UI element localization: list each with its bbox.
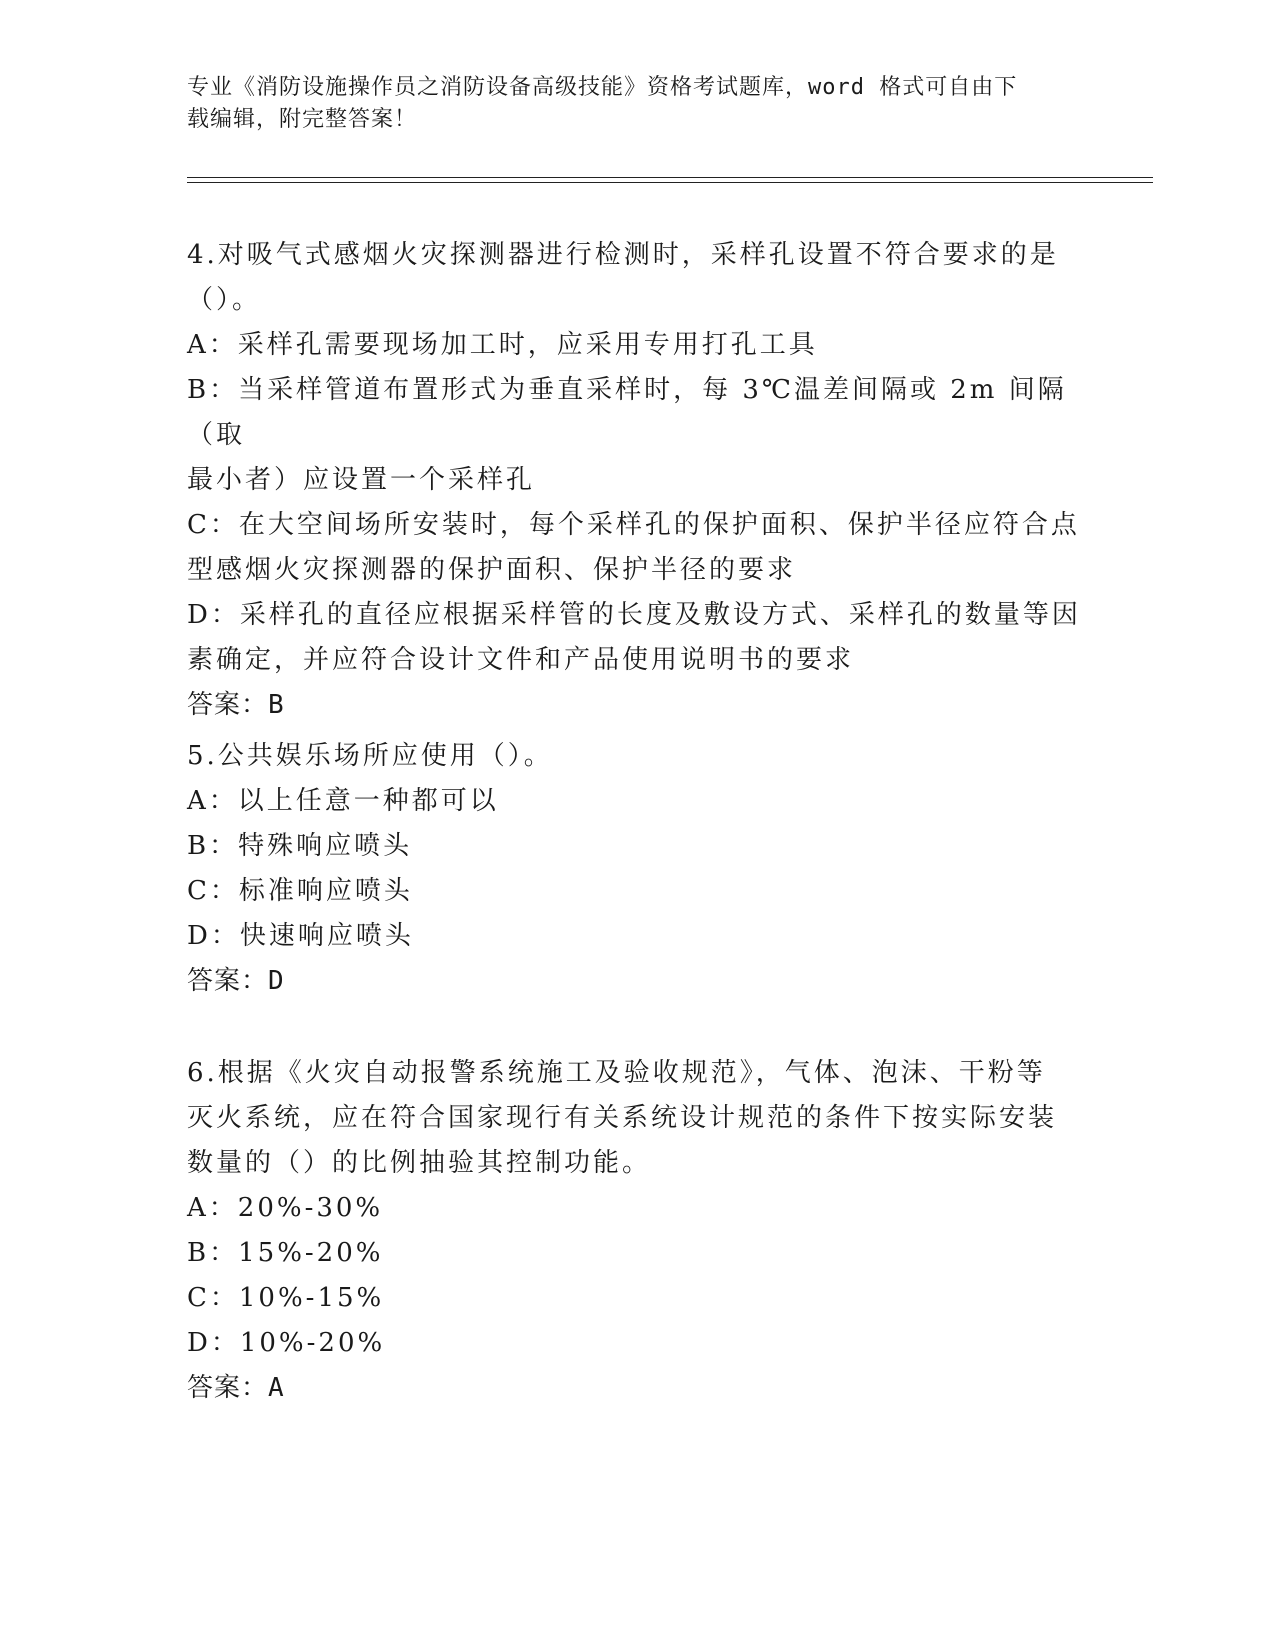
question-stem-line: 6.根据《火灾自动报警系统施工及验收规范》，气体、泡沫、干粉等 xyxy=(187,1058,1046,1088)
option-d-cont: 素确定，并应符合设计文件和产品使用说明书的要求 xyxy=(187,645,855,675)
option-b: B：15%-20% xyxy=(187,1238,384,1268)
option-c: C：标准响应喷头 xyxy=(187,876,413,906)
option-c: C：10%-15% xyxy=(187,1283,385,1313)
header-line-1: 专业《消防设施操作员之消防设备高级技能》资格考试题库，word 格式可自由下 xyxy=(187,75,1018,100)
option-d: D：快速响应喷头 xyxy=(187,921,414,951)
question-stem-line: 灭火系统，应在符合国家现行有关系统设计规范的条件下按实际安装 xyxy=(187,1103,1058,1133)
question-stem-line: （）。 xyxy=(187,285,262,315)
option-a: A：20%-30% xyxy=(187,1193,384,1223)
option-a: A：以上任意一种都可以 xyxy=(187,786,499,816)
question-5 xyxy=(187,734,1087,1004)
answer-label: 答案：A xyxy=(187,1373,285,1403)
header-divider-bottom xyxy=(187,182,1153,183)
question-stem-line: 5.公共娱乐场所应使用（）。 xyxy=(187,741,553,771)
option-d: D：采样孔的直径应根据采样管的长度及敷设方式、采样孔的数量等因 xyxy=(187,600,1081,630)
question-stem-line: 数量的（）的比例抽验其控制功能。 xyxy=(187,1148,652,1178)
option-c-cont: 型感烟火灾探测器的保护面积、保护半径的要求 xyxy=(187,555,797,585)
option-b-cont: 最小者）应设置一个采样孔 xyxy=(187,465,536,495)
header-divider-top xyxy=(187,177,1153,178)
option-b: B：特殊响应喷头 xyxy=(187,831,413,861)
answer-label: 答案：B xyxy=(187,690,285,720)
answer-label: 答案：D xyxy=(187,966,285,996)
document-header xyxy=(187,72,1087,136)
question-4 xyxy=(187,233,1087,728)
question-6 xyxy=(187,1051,1087,1411)
header-line-2: 载编辑，附完整答案！ xyxy=(187,107,418,132)
option-d: D：10%-20% xyxy=(187,1328,386,1358)
question-stem-line: 4.对吸气式感烟火灾探测器进行检测时，采样孔设置不符合要求的是 xyxy=(187,240,1059,270)
option-c: C：在大空间场所安装时，每个采样孔的保护面积、保护半径应符合点 xyxy=(187,510,1080,540)
option-b: B：当采样管道布置形式为垂直采样时，每 3℃温差间隔或 2m 间隔（取 xyxy=(187,375,1067,450)
option-a: A：采样孔需要现场加工时，应采用专用打孔工具 xyxy=(187,330,818,360)
